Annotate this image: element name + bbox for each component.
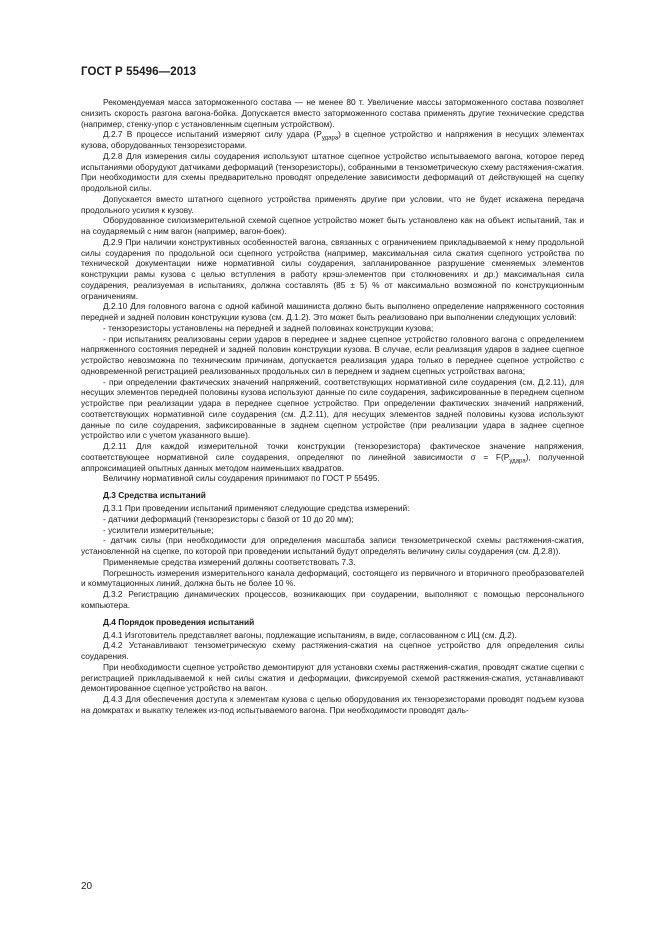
body-paragraph: Д.2.11 Для каждой измерительной точки конструкции (тензорезистора) фактическое значение напряжения, соответствующее нормативной силе соударения, определяют по линейной зависимости $\sigma = F(P_{удара})$, полученной аппроксимацией опытных данных методом наименьших квадратов. [81,441,585,473]
document-body [81,97,584,716]
body-paragraph: - при испытаниях реализованы серии ударов в переднее и заднее сцепное устройство головного вагона с определением напряженного состояния передней и задней половин конструкции кузова. В случае, если реализация ударов в заднее сцепное устройство невозможна по техническим причинам, допускается реализация удара только в переднее сцепное устройство с одновременной регистрацией реализованных продольных сил в переднем и заднем сцепных устройствах вагона; [81,333,584,376]
body-paragraph: - усилители измерительные; [103,524,214,535]
body-paragraph: Рекомендуемая масса заторможенного состава — не менее 80 т. Увеличение массы заторможенного состава позволяет снизить скорость разгона вагона-бойка. Допускается вместо заторможенного состава применять другие технические средства (например, стенку-упор с установленным сцепным устройством). [81,97,584,129]
body-paragraph: Применяемые средства измерений должны соответствовать 7.3. [103,556,356,567]
section-heading: Д.3 Средства испытаний [103,490,206,500]
body-paragraph: Д.4.1 Изготовитель представляет вагоны, подлежащие испытаниям, в виде, согласованном с ИЦ (см. Д.2). [103,629,517,640]
body-paragraph: Д.3.2 Регистрацию динамических процессов, возникающих при соударении, выполняют с помощью персонального компьютера. [81,589,584,610]
page-number: 20 [81,881,93,892]
document-header: ГОСТ Р 55496—2013 [81,66,197,78]
body-paragraph: Д.2.10 Для головного вагона с одной кабиной машиниста должно быть выполнено определение напряженного состояния передней и задней половин конструкции кузова (см. Д.1.2). Это может быть реализовано при выполнении следующих условий: [81,301,584,322]
body-paragraph: Д.4.3 Для обеспечения доступа к элементам кузова с целью оборудования их тензорезисторами проводят подъем кузова на домкратах и выкатку тележек из-под испытываемого вагона. При необходимости проводят даль- [81,694,584,715]
body-paragraph: Д.4.2 Устанавливают тензометрическую схему растяжения-сжатия на сцепное устройство для определения силы соударения. [81,640,584,661]
body-paragraph: Д.2.8 Для измерения силы соударения используют штатное сцепное устройство испытываемого вагона, которое перед испытаниями оборудуют датчиками деформаций (тензорезисторы), собранными в тензометрическую схему растяжения-сжатия. При необходимости для схемы предварительно проводят определение зависимости деформаций от действующей на сцепку продольной силы. [81,150,584,193]
body-paragraph: При необходимости сцепное устройство демонтируют для установки схемы растяжения-сжатия, проводят сжатие сцепки с регистрацией прикладываемой к ней силы сжатия и деформации, фиксируемой схемой растяжения-сжатия, устанавливают демонтированное сцепное устройство на вагон. [81,661,584,694]
body-paragraph: Величину нормативной силы соударения принимают по ГОСТ Р 55495. [103,473,380,484]
section-heading: Д.4 Порядок проведения испытаний [103,616,255,627]
body-paragraph: Д.3.1 При проведении испытаний применяют следующие средства измерений: [103,503,410,513]
body-paragraph: Оборудованное силоизмерительной схемой сцепное устройство может быть установлено как на объект испытаний, так и на соударяемый с ним вагон (например, вагон-боек). [81,215,584,236]
body-paragraph: - датчик силы (при необходимости для определения масштаба записи тензометрической схемы растяжения-сжатия, установленной на сцепке, по которой при проведении испытаний будут определять величину силы соударения (см. Д.2.8)). [81,535,584,556]
body-paragraph: - при определении фактических значений напряжений, соответствующих нормативной силе соударения (см. Д.2.11), для несущих элементов передней половины кузова используют данные по силе соударения, зафиксированные в переднем сцепном устройстве при реализации удара в переднее сцепное устройство. При определении фактических значений напряжений, соответствующих нормативной силе соударения (см. Д.2.11), для несущих элементов задней половины кузова используют данные по силе соударения, зафиксированные в заднем сцепном устройстве (при реализации удара в заднее сцепное устройство или с учетом указанного выше). [81,376,584,441]
body-paragraph: - датчики деформаций (тензорезисторы с базой от 10 до 20 мм); [103,513,354,524]
body-paragraph: Д.2.7 В процессе испытаний измеряют силу удара $(P_{удара})$ в сцепное устройство и напряжения в несущих элементах кузова, оборудованных тензорезисторами. [81,129,584,150]
body-paragraph: Д.2.9 При наличии конструктивных особенностей вагона, связанных с ограничением прикладываемой к нему продольной силы соударения по продольной оси сцепного устройства (например, максимальная сила сжатия сцепного устройства по технической документации ниже нормативной силы соударения, запланированное разрушение сменяемых элементов конструкции рамы кузова с целью вступления в работу крэш-элементов при столкновениях и др.) максимальная сила соударения, реализуемая в испытаниях, должна составлять (85 ± 5) % от максимально возможной по конструкционным ограничениям. [81,236,584,301]
body-paragraph: Погрешность измерения измерительного канала деформаций, состоящего из первичного и вторичного преобразователей и коммутационных линий, должна быть не более 10 %. [81,567,584,589]
body-paragraph: - тензорезисторы установлены на передней и задней половинах конструкции кузова; [103,322,434,333]
body-paragraph: Допускается вместо штатного сцепного устройства применять другие при условии, что не будет искажена передача продольного усилия к кузову. [81,193,584,215]
